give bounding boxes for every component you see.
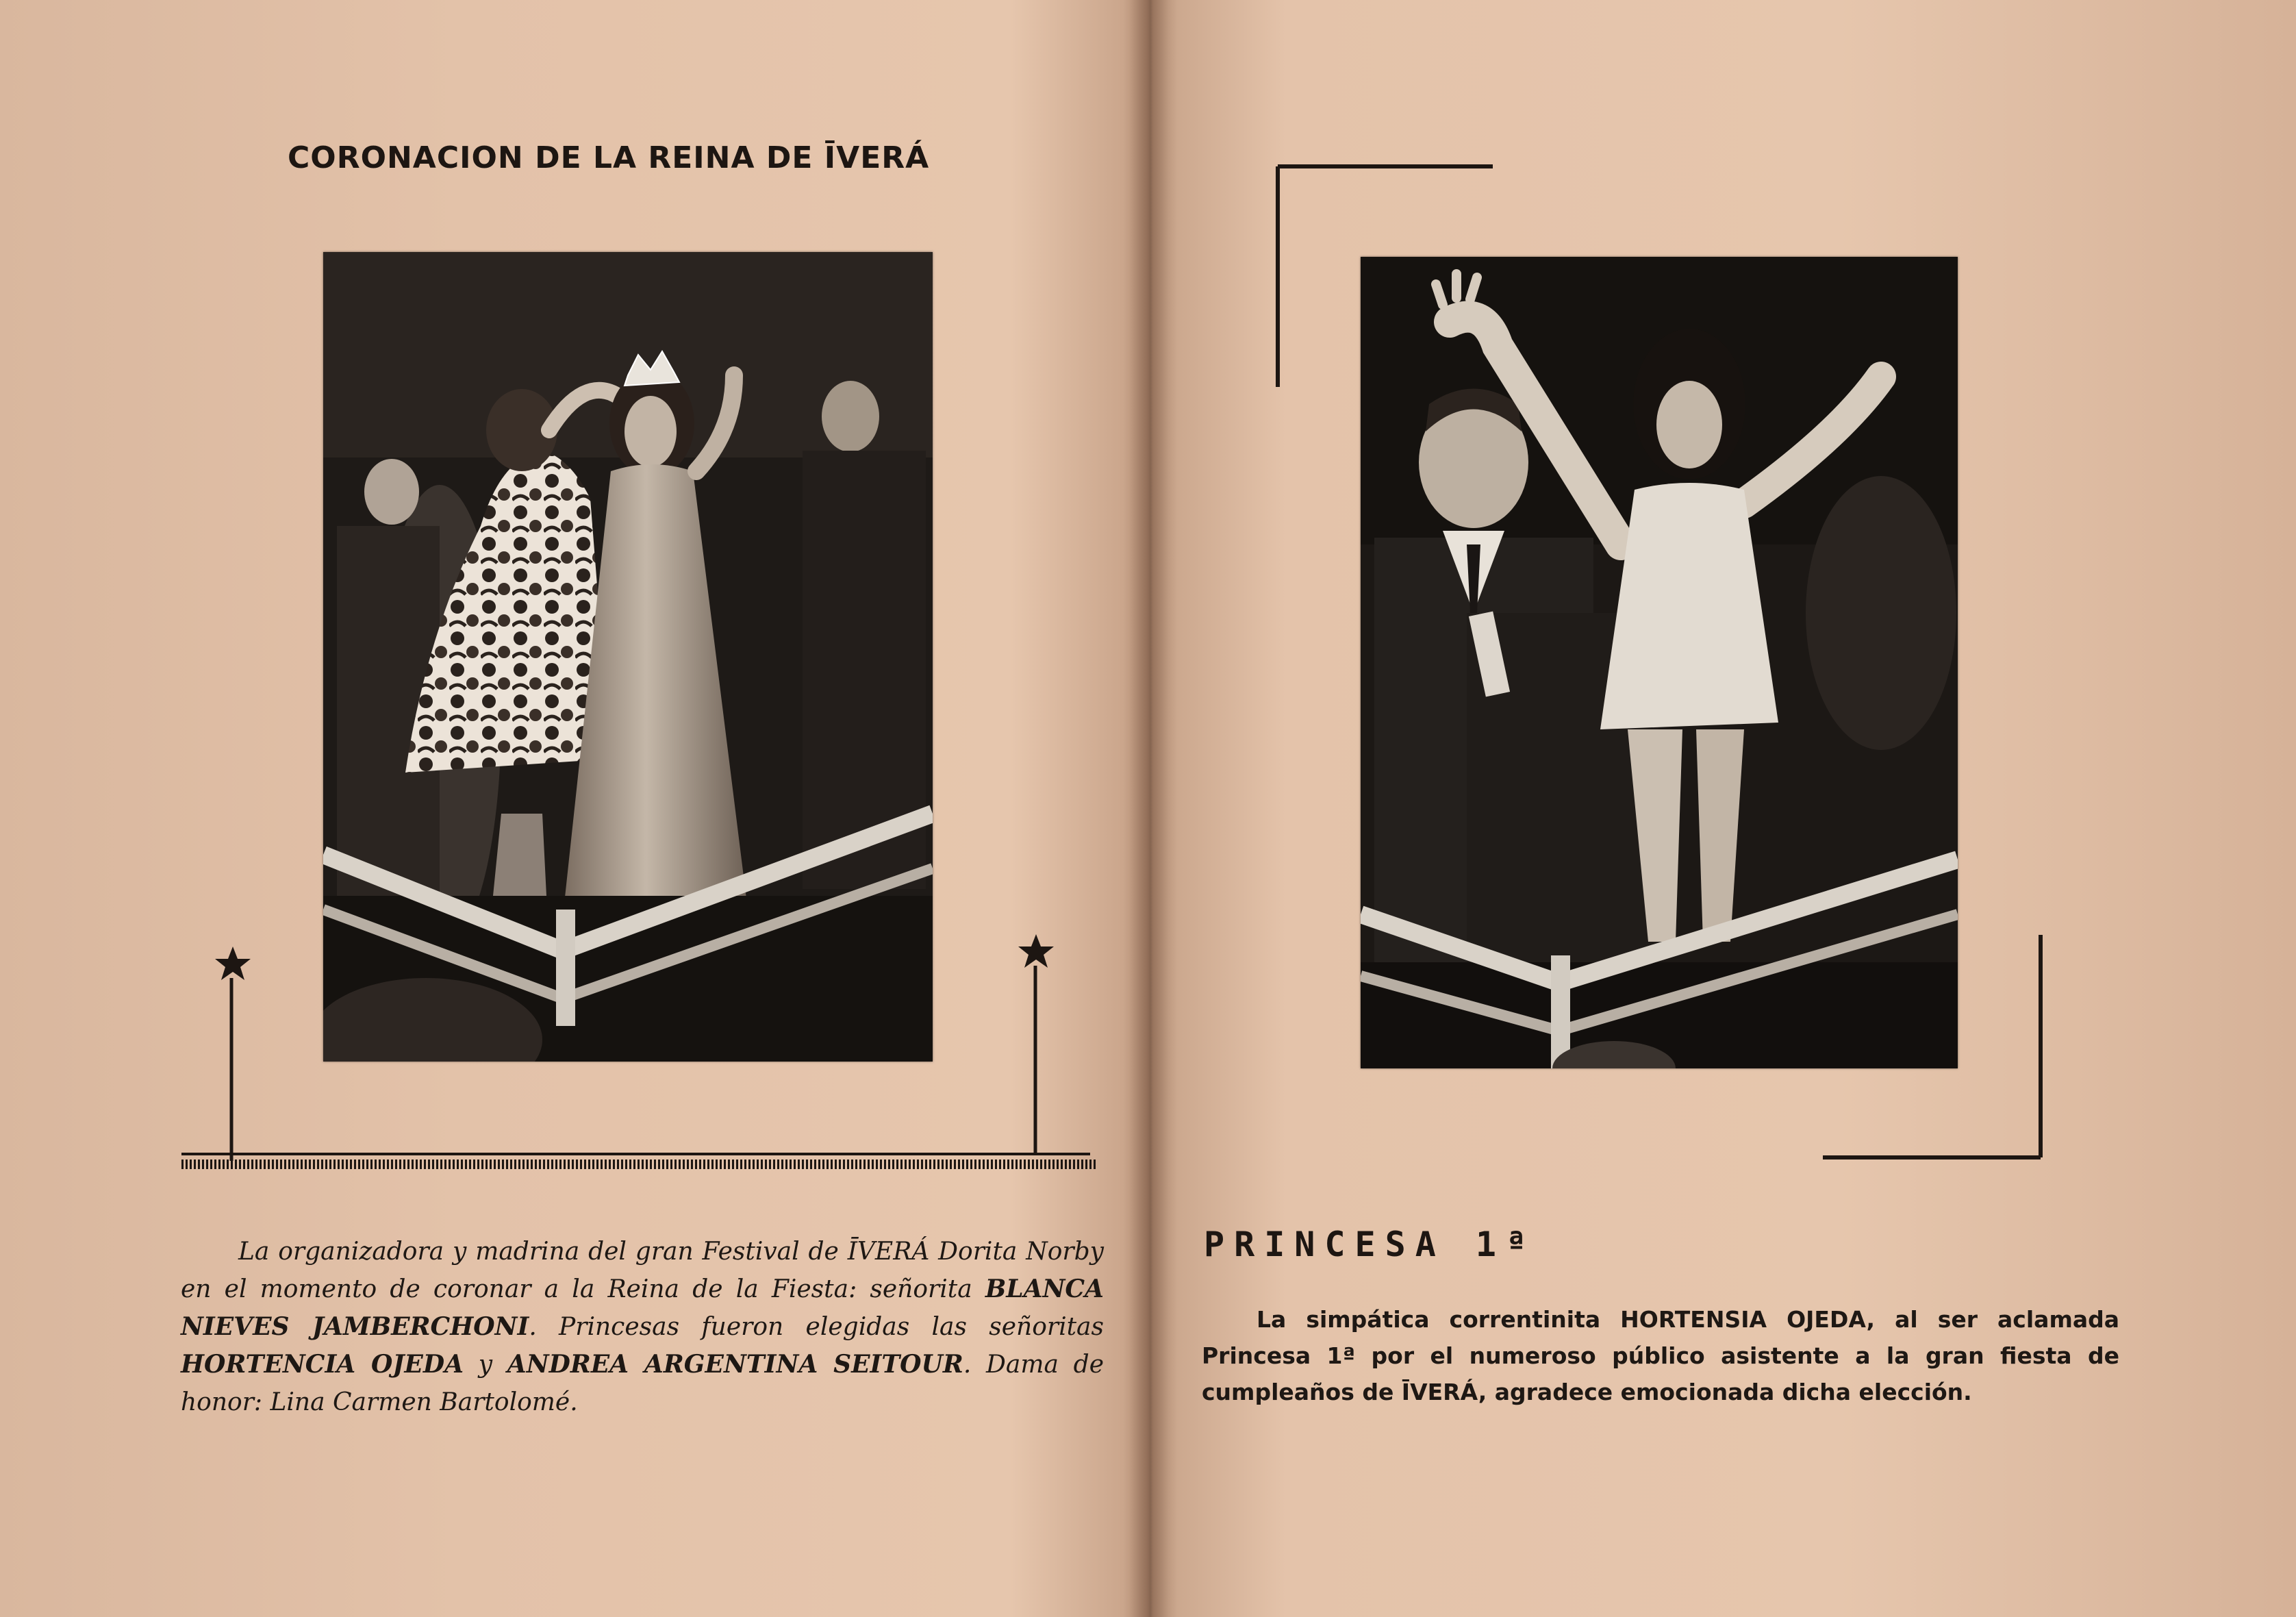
section-heading: PRINCESA 1ª xyxy=(1204,1225,1537,1264)
caption-princess-2: ANDREA ARGENTINA SEITOUR xyxy=(507,1350,963,1379)
caption-princess-1: HORTENCIA OJEDA xyxy=(181,1350,464,1379)
photo-caption xyxy=(181,1233,1104,1421)
star-icon xyxy=(1015,931,1057,973)
caption-end: . Dama de honor: Lina Carmen Bartolomé. xyxy=(181,1351,1104,1416)
caption-middle: . Princesas fueron elegidas las señoritas xyxy=(529,1313,1104,1341)
caption-and: y xyxy=(464,1351,507,1379)
right-page xyxy=(1150,0,2296,1617)
left-page xyxy=(0,0,1145,1617)
princess-waving-photo xyxy=(1361,257,1958,1068)
caption-queen-name: BLANCA NIEVES JAMBERCHONI xyxy=(181,1275,1104,1341)
star-icon xyxy=(212,944,253,985)
caption-intro: La organizadora y madrina del gran Festival de ĪVERÁ Dorita Norby en el momento de coronar a la Reina de la Fiesta: señorita xyxy=(181,1238,1104,1303)
page-title: CORONACION DE LA REINA DE ĪVERÁ xyxy=(288,140,930,175)
photo-caption-right: La simpática correntinita HORTENSIA OJEDA, al ser aclamada Princesa 1ª por el numeroso público asistente a la gran fiesta de cumpleaños de ĪVERÁ, agradece emocionada dicha elección. xyxy=(1202,1306,2119,1405)
